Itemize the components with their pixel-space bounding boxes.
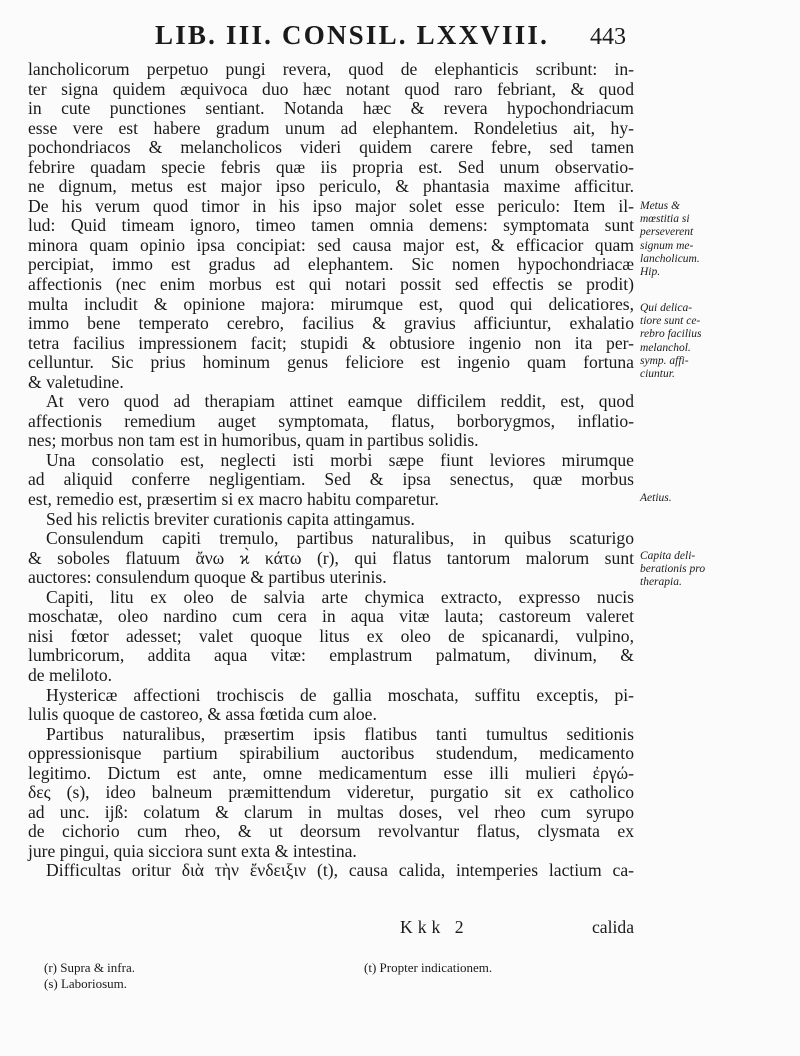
text-line: Difficultas oritur διὰ τὴν ἔνδειξιν (t), causa calida, intemperies lactium ca- [46, 860, 634, 881]
text-line: celluntur. Sic prius hominum genus feliciore est ingenio quam fortuna [28, 352, 634, 373]
margin-note-line: Capita deli- [640, 550, 696, 562]
margin-note-line: perseverent [640, 226, 694, 239]
text-line: Capiti, litu ex oleo de salvia arte chymica extracto, expresso nucis [46, 586, 634, 607]
text-line: multa includit & opinione majora: mirumque est, quod qui delicatiores, [28, 293, 634, 314]
text-line: lud: Quid timeam ignoro, timeo tamen omnia demens: symptomata sunt [28, 215, 634, 236]
margin-note [640, 200, 790, 279]
margin-note-line: ciuntur. [640, 368, 675, 381]
text-line: lulis quoque de castoreo, & assa fœtida cum aloe. [28, 704, 377, 725]
text-line: affectionis (nec enim morbus est qui notari possit sed effectis se prodit) [28, 274, 634, 295]
text-line: minora quam opinio ipsa concipiat: sed causa major est, & efficacior quam [28, 234, 634, 255]
margin-note [640, 302, 790, 381]
margin-note-line: Hip. [640, 266, 661, 279]
text-line: est, remedio est, præsertim si ex macro habitu comparetur. [28, 489, 439, 510]
text-line: auctores: consulendum quoque & partibus uterinis. [28, 567, 387, 588]
text-line: esse vere est habere gradum unum ad elephantem. Rondeletius ait, hy- [28, 117, 634, 138]
text-line: pochondriacos & melancholicos videri quidem carere febre, sed tamen [28, 137, 634, 158]
text-line: affectionis remedium auget symptomata, flatus, borborygmos, inflatio- [28, 410, 634, 431]
margin-note-line: Metus & [640, 200, 680, 212]
text-line: moschatæ, oleo nardino cum cera in aqua vitæ lauta; castoreum valeret [28, 606, 634, 627]
text-line: immo bene temperato cerebro, facilius & gravius afficiuntur, exhalatio [28, 313, 634, 334]
text-line: legitimo. Dictum est ante, omne medicamentum esse illi mulieri ἐργώ- [28, 762, 634, 783]
text-line: ne dignum, metus est major ipso periculo, & phantasia maxime afficitur. [28, 176, 634, 197]
text-line: lancholicorum perpetuo pungi revera, quod de elephanticis scribunt: in- [28, 59, 634, 79]
margin-note-line: tiore sunt ce- [640, 315, 701, 328]
margin-note-line: melanchol. [640, 341, 691, 354]
text-line: Sed his relictis breviter curationis capita attingamus. [46, 508, 415, 529]
text-line: ad unc. ijß: colatum & clarum in multas doses, vel rheo cum syrupo [28, 801, 634, 822]
page-number: 443 [590, 24, 626, 50]
margin-note-line: berationis pro [640, 563, 706, 576]
catchword: calida [592, 917, 634, 937]
running-head: LIB. III. CONSIL. LXXVIII. [155, 20, 550, 50]
margin-note-line: Qui delica- [640, 302, 693, 314]
text-line: percipiat, immo est gradus ad elephantem. Sic nomen hypochondriacæ [28, 254, 634, 275]
text-line: febrire quadam specie febris quæ iis propria est. Sed unum observatio- [28, 156, 634, 177]
text-line: Consulendum capiti tremulo, partibus naturalibus, in quibus scaturigo [46, 528, 634, 549]
text-line: Partibus naturalibus, præsertim ipsis flatibus tanti tumultus seditionis [46, 723, 634, 744]
text-line: Una consolatio est, neglecti isti morbi sæpe fiunt leviores mirumque [46, 449, 634, 470]
margin-note-line: symp. affi- [640, 354, 689, 367]
margin-note-line: mœstitia si [640, 213, 690, 226]
margin-note [640, 550, 790, 590]
text-line: de meliloto. [28, 664, 113, 685]
signature-line [28, 917, 634, 939]
footnote-s: (s) Laboriosum. [44, 976, 128, 991]
margin-note-line: signum me- [640, 239, 694, 252]
signature-mark: Kkk 2 [400, 917, 469, 937]
text-line: oppressionisque partium spirabilium auctoribus studendum, medicamento [28, 743, 634, 764]
margin-note-line: rebro facilius [640, 328, 702, 341]
text-line: nes; morbus non tam est in humoribus, quam in partibus solidis. [28, 430, 479, 451]
margin-note-line: therapia. [640, 576, 682, 589]
page-header [0, 18, 800, 58]
margin-note-line: Aetius. [640, 492, 672, 504]
text-line: jure pingui, quia sicciora sunt exta & intestina. [28, 840, 357, 861]
footnote-r: (r) Supra & infra. [44, 960, 135, 975]
text-line: At vero quod ad therapiam attinet eamque difficilem reddit, est, quod [46, 391, 634, 412]
text-line: tetra facilius impressionem facit; stupidi & obtusiore ingenio non ita per- [28, 332, 634, 353]
text-line: & soboles flatuum ἄνω ϰ̀ κάτω (r), qui flatus tantorum malorum sunt [28, 547, 634, 568]
text-line: ter signa quidem æquivoca duo hæc notant quod raro febriant, & quod [28, 78, 634, 99]
text-line: lumbricorum, addita aqua vitæ: emplastrum palmatum, divinum, & [28, 645, 634, 666]
text-line: ad aliquid conferre negligentiam. Sed & ipsa senectus, quæ morbus [28, 469, 634, 490]
margin-note [640, 492, 790, 505]
text-line: Hystericæ affectioni trochiscis de gallia moschata, suffitu exceptis, pi- [46, 684, 634, 705]
body-text [28, 60, 634, 881]
text-line: & valetudine. [28, 371, 124, 392]
text-line: De his verum quod timor in his ipso major solet esse periculo: Item il- [28, 195, 634, 216]
text-line: de cichorio cum rheo, & ut deorsum revolvantur flatus, clysmata ex [28, 821, 634, 842]
text-line: nisi fœtor adesset; valet quoque litus ex oleo de spicanardi, vulpino, [28, 625, 634, 646]
footnote-t: (t) Propter indicationem. [364, 960, 493, 975]
margin-note-line: lancholicum. [640, 252, 700, 265]
text-line: in cute punctiones sentiant. Notanda hæc & revera hypochondriacum [28, 98, 634, 119]
text-line: δες (s), ideo balneum præmittendum videretur, purgatio sit ex catholico [28, 782, 634, 803]
